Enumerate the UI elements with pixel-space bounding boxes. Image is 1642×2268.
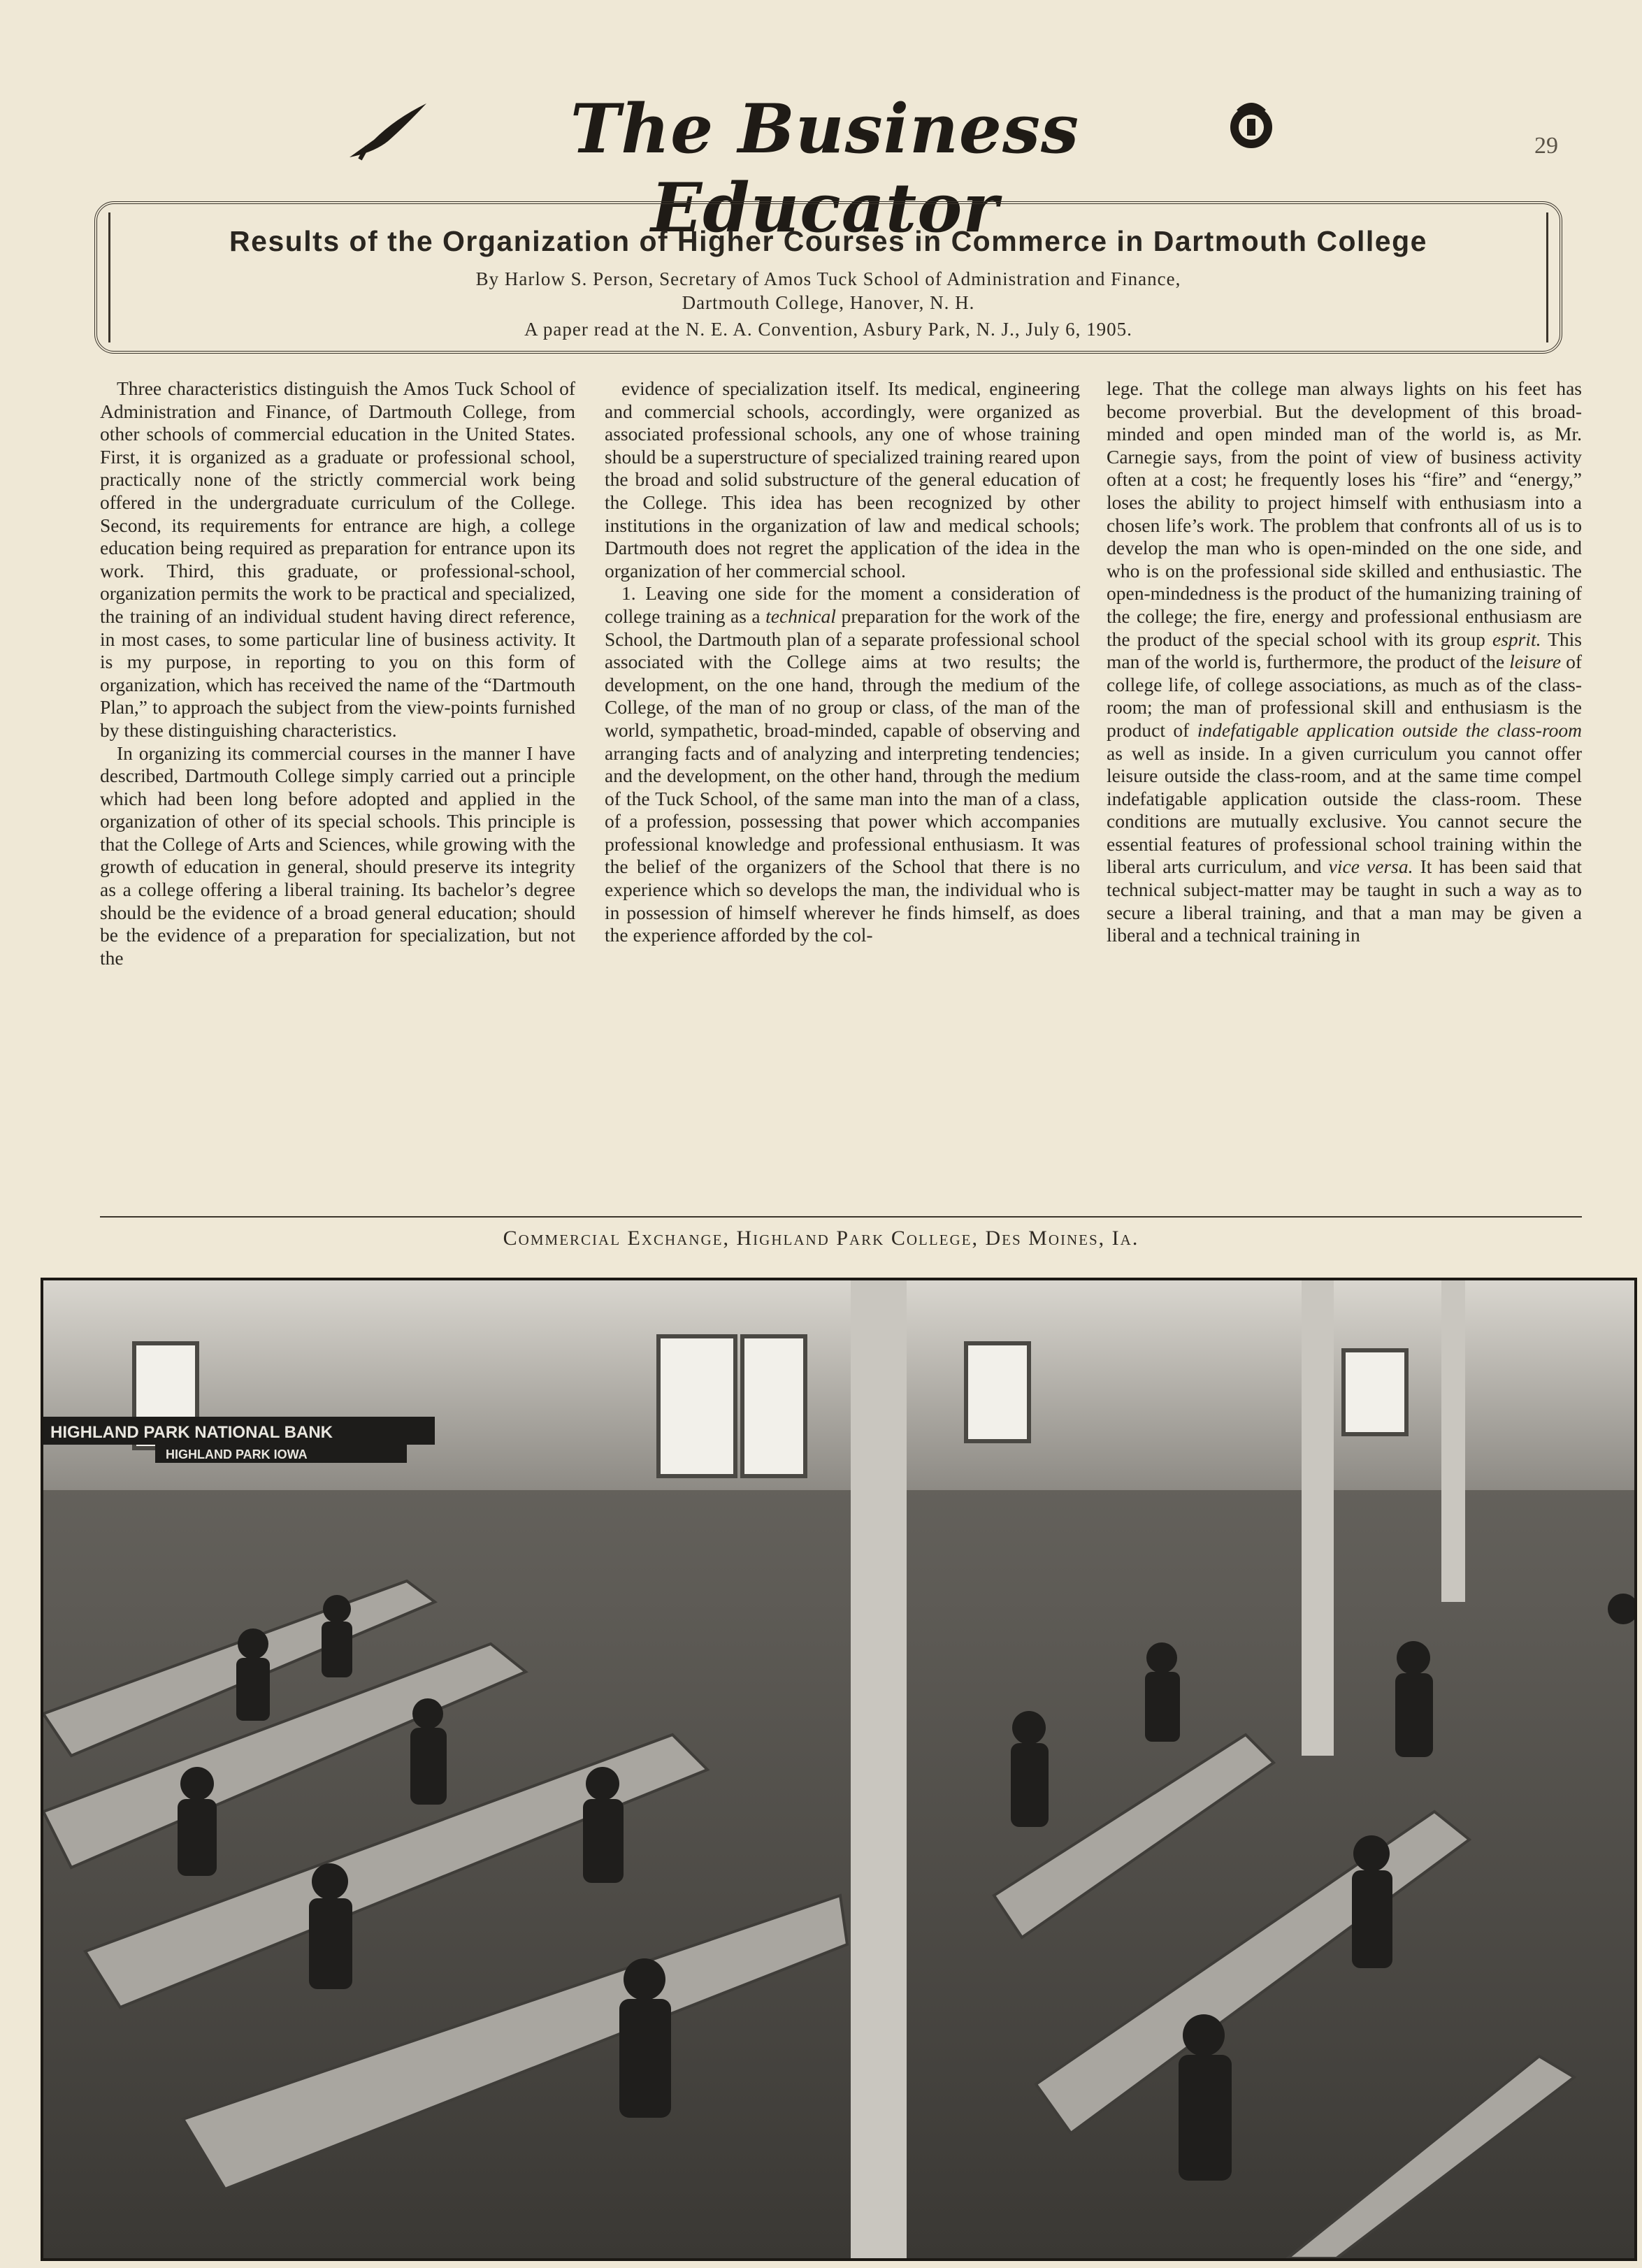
- article-column-2: [605, 377, 1080, 947]
- article-headline-box: [94, 201, 1562, 354]
- classroom-photo: [41, 1278, 1637, 2261]
- paragraph: lege. That the college man always lights on his feet has become proverbial. But the development of this broad-minded and open minded man of the world is, as Mr. Carnegie says, from the point of view of business activity often at a cost; he frequently loses his “fire” and “energy,” loses the ability to project himself with enthusiasm into a chosen life’s work. The problem that confronts all of us is to develop the man who is open-minded on the one side, and who is on the professional side skilled and enthusiastic. The open-mindedness is the product of the humanizing training of the college; the fire, energy and professional enthusiasm are the product of the special school with its group esprit. This man of the world is, furthermore, the product of the leisure of college life, of college associations, as much as of the class-room; the man of professional skill and enthusiasm is the product of indefatigable application outside the class-room as well as inside. In a given curriculum you cannot offer leisure outside the class-room, and at the same time compel indefatigable application outside the class-room. These conditions are mutually exclusive. You cannot secure the essential features of professional school training within the liberal arts curriculum, and vice versa. It has been said that technical subject-matter may be taught in such a way as to secure a liberal training, and that a man may be given a liberal and a technical training in: [1107, 377, 1583, 946]
- paragraph: Three characteristics distinguish the Amos Tuck School of Administration and Finance, of Dartmouth College, from other schools of commercial education in the United States. First, it is organized as a graduate or professional school, practically none of the strictly commercial work being offered in the undergraduate curriculum of the College. Second, its requirements for entrance are high, a college education being required as preparation for entrance upon its work. Third, this graduate, or professional-school, organization permits the work to be practical and specialized, the training of an individual student having direct reference, in most cases, to some particular line of business activity. It is my purpose, in reporting to you on this form of organization, which has received the name of the “Dartmouth Plan,” to approach the subject from the view-points furnished by these distinguishing characteristics.: [100, 377, 575, 741]
- article-column-3: [1107, 377, 1582, 947]
- article-column-1: [100, 377, 575, 969]
- emblem-icon: [1223, 98, 1279, 154]
- classroom-illustration: [43, 1280, 1634, 2258]
- svg-text:HIGHLAND PARK IOWA: HIGHLAND PARK IOWA: [166, 1447, 308, 1461]
- masthead-title: The Business Educator: [570, 89, 1080, 247]
- paragraph: evidence of specialization itself. Its medical, engineering and commercial schools, accordingly, were organized as associated professional schools, any one of whose training should be a superstructure of specialized training reared upon the broad and solid substructure of the general education of the College. This idea has been recognized by other institutions in the organization of law and medical schools; Dartmouth does not regret the application of the idea in the organization of her commercial school.: [605, 377, 1080, 582]
- byline-convention-note: A paper read at the N. E. A. Convention, Asbury Park, N. J., July 6, 1905.: [524, 319, 1132, 340]
- photo-caption: Commercial Exchange, Highland Park College, Des Moines, Ia.: [503, 1227, 1139, 1250]
- paragraph: 1. Leaving one side for the moment a consideration of college training as a technical preparation for the work of the School, the Dartmouth plan of a separate professional school associated with the College aims at two results; the development, on the one hand, through the medium of the College, of the man of no group or class, of the man of the world, sympathetic, broad-minded, capable of observing and arranging facts and of analyzing and interpreting tendencies; and the development, on the other hand, through the medium of the Tuck School, of the same man into the man of a class, of a profession, possessing that power which accompanies professional knowledge and professional enthusiasm. It was the belief of the organizers of the School that there is no experience which so develops the man, the individual who is in possession of himself wherever he finds himself, as does the experience afforded by the col-: [605, 582, 1081, 946]
- article-title: Results of the Organization of Higher Courses in Commerce in Dartmouth College: [229, 225, 1427, 257]
- page-number: 29: [1534, 133, 1558, 159]
- quill-pen-icon: [346, 98, 430, 161]
- svg-text:HIGHLAND PARK NATIONAL BANK: HIGHLAND PARK NATIONAL BANK: [50, 1423, 333, 1442]
- section-divider: [100, 1216, 1582, 1218]
- byline-institution: Dartmouth College, Hanover, N. H.: [682, 292, 975, 313]
- byline-author: By Harlow S. Person, Secretary of Amos Tuck School of Administration and Finance,: [475, 268, 1181, 289]
- paragraph: In organizing its commercial courses in the manner I have described, Dartmouth College simply carried out a principle which had been long before adopted and applied in the organization of other of its special schools. This principle is that the College of Arts and Sciences, while growing with the growth of education in general, should preserve its integrity as a college offering a liberal training. Its bachelor’s degree should be the evidence of a broad general education; should be the evidence of a preparation for specialization, but not the: [100, 742, 575, 969]
